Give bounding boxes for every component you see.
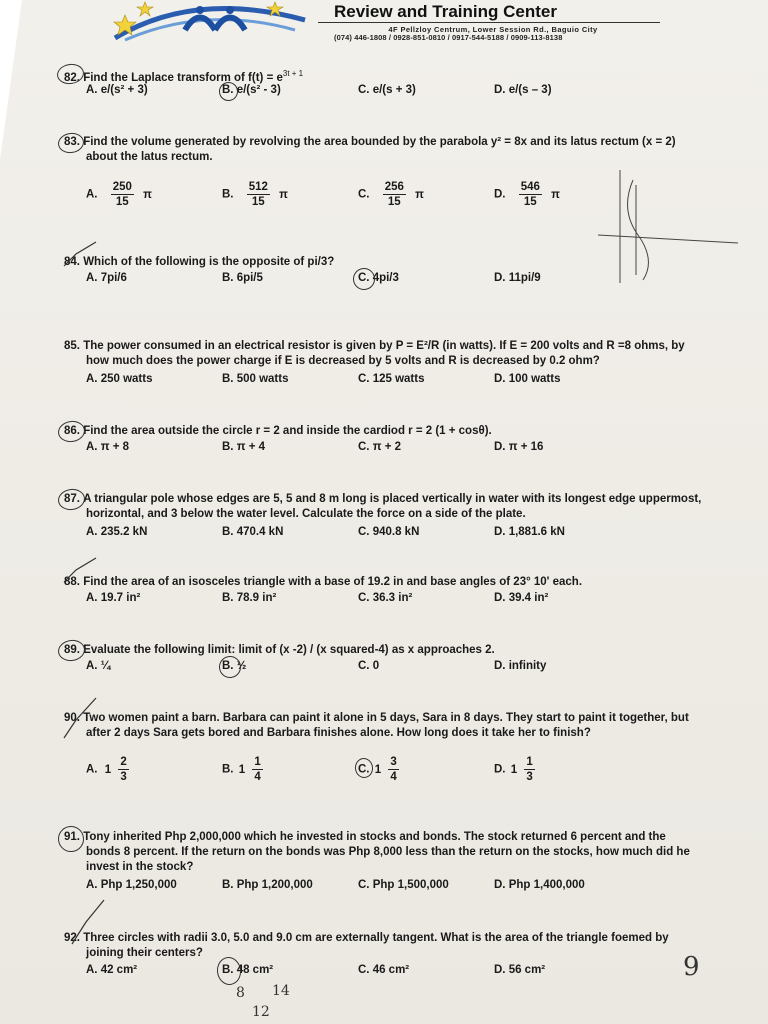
question-text-line-2: joining their centers? <box>86 947 203 959</box>
exponent-3t-plus-1: 3t + 1 <box>282 69 304 78</box>
question-text-line-2: how much does the power charge if E is decreased by 5 volts and R is decreased by 0.2 ohm? <box>86 355 600 367</box>
option-b[interactable]: B. e/(s² - 3) <box>222 84 281 96</box>
question-text-line-2: bonds 8 percent. If the return on the bonds was Php 8,000 less than the return on the stocks, how much did he <box>86 846 690 858</box>
question-84 <box>64 255 334 270</box>
option-d[interactable]: D. Php 1,400,000 <box>494 879 585 891</box>
option-a[interactable]: A. π + 8 <box>86 441 130 453</box>
question-text-line-1: Three circles with radii 3.0, 5.0 and 9.0 cm are externally tangent. What is the area of the triangle foemed by <box>83 932 669 944</box>
question-90 <box>64 711 689 741</box>
option-b[interactable]: B. 6pi/5 <box>222 272 263 284</box>
option-a[interactable]: A. e/(s² + 3) <box>86 84 148 96</box>
handwritten-nine: 9 <box>683 952 700 982</box>
question-number: 82. <box>64 71 80 84</box>
question-92 <box>64 931 669 961</box>
tick-mark-88 <box>62 556 102 586</box>
question-number: 84. <box>64 256 80 268</box>
tick-mark-90 <box>62 696 102 741</box>
question-83 <box>64 135 676 165</box>
question-86 <box>64 424 492 439</box>
question-text: Find the area of an isosceles triangle with a base of 19.2 in and base angles of 23° 10' each. <box>83 576 583 588</box>
question-text-line-2: after 2 days Sara gets bored and Barbara finishes alone. How long does it take her to finish? <box>86 727 591 739</box>
option-b[interactable]: B. 470.4 kN <box>222 526 284 538</box>
option-a[interactable]: A. 19.7 in² <box>86 592 141 604</box>
option-d[interactable]: D. 1,881.6 kN <box>494 526 565 538</box>
option-a[interactable]: A. Php 1,250,000 <box>86 879 177 891</box>
question-number: 89. <box>64 644 80 656</box>
option-c[interactable]: C. Php 1,500,000 <box>358 879 449 891</box>
option-a[interactable]: A. 7pi/6 <box>86 272 127 284</box>
handwritten-eight: 8 <box>236 985 245 1001</box>
question-number: 87. <box>64 493 80 505</box>
option-b[interactable]: B. ½ <box>222 660 247 672</box>
handwritten-sketch-83 <box>598 165 738 285</box>
question-text: Find the Laplace transform of f(t) = e <box>83 71 283 84</box>
option-d[interactable]: D. e/(s – 3) <box>494 84 552 96</box>
option-b[interactable]: B. π + 4 <box>222 441 266 453</box>
review-center-logo <box>105 0 310 42</box>
question-text-line-2: horizontal, and 3 below the water level. Calculate the force on a side of the plate. <box>86 508 526 520</box>
option-a[interactable]: A. 235.2 kN <box>86 526 148 538</box>
option-c[interactable]: C. 1 $\frac{3}{4}$ <box>358 756 397 783</box>
center-address <box>334 26 652 42</box>
option-b[interactable]: B. 78.9 in² <box>222 592 277 604</box>
tick-mark-84 <box>62 240 102 270</box>
question-text-line-1: The power consumed in an electrical resistor is given by P = E²/R (in watts). If E = 200 volts and R =8 ohms, by <box>83 340 685 352</box>
question-number: 91. <box>64 831 80 843</box>
question-text: Find the area outside the circle r = 2 and inside the cardiod r = 2 (1 + cosθ). <box>83 425 492 437</box>
option-d[interactable]: D. π + 16 <box>494 441 544 453</box>
option-a[interactable]: A. 42 cm² <box>86 964 138 976</box>
question-text-line-3: invest in the stock? <box>86 861 194 873</box>
page-corner-fold <box>0 0 22 160</box>
option-a[interactable]: A. ¼ <box>86 660 111 672</box>
option-a[interactable]: A. $\frac{250}{15}$ π <box>86 181 152 208</box>
question-number: 92. <box>64 932 80 944</box>
question-number: 90. <box>64 712 80 724</box>
handwritten-fourteen: 14 <box>272 983 290 999</box>
option-b[interactable]: B. 1 $\frac{1}{4}$ <box>222 756 261 783</box>
question-number: 83. <box>64 136 80 148</box>
question-text: Evaluate the following limit: limit of (x -2) / (x squared-4) as x approaches 2. <box>83 644 495 656</box>
question-number: 86. <box>64 425 80 437</box>
question-number: 85. <box>64 340 80 352</box>
option-a[interactable]: A. 1 $\frac{2}{3}$ <box>86 756 127 783</box>
question-text-line-1: Tony inherited Php 2,000,000 which he invested in stocks and bonds. The stock returned 6 percent and the <box>83 831 666 843</box>
option-a[interactable]: A. 250 watts <box>86 373 153 385</box>
option-b[interactable]: B. Php 1,200,000 <box>222 879 313 891</box>
option-d[interactable]: D. 39.4 in² <box>494 592 549 604</box>
option-c[interactable]: C. 36.3 in² <box>358 592 413 604</box>
option-d[interactable]: D. 11pi/9 <box>494 272 541 284</box>
question-89 <box>64 643 495 658</box>
option-c[interactable]: C. e/(s + 3) <box>358 84 416 96</box>
center-name: Review and Training Center <box>334 2 557 21</box>
option-b[interactable]: B. 48 cm² <box>222 964 274 976</box>
option-c[interactable]: C. 125 watts <box>358 373 425 385</box>
question-87 <box>64 492 701 522</box>
option-c[interactable]: C. $\frac{256}{15}$ π <box>358 181 424 208</box>
question-85 <box>64 339 685 369</box>
tick-mark-92 <box>70 898 110 948</box>
option-d[interactable]: D. $\frac{546}{15}$ π <box>494 181 560 208</box>
option-d[interactable]: D. 1 $\frac{1}{3}$ <box>494 756 533 783</box>
option-d[interactable]: D. 56 cm² <box>494 964 546 976</box>
answer-circle-89b <box>218 655 243 680</box>
option-d[interactable]: D. infinity <box>494 660 547 672</box>
answer-circle-84c <box>352 267 377 292</box>
option-d[interactable]: D. 100 watts <box>494 373 561 385</box>
question-91 <box>64 830 690 875</box>
address-line-2: (074) 446-1808 / 0928-851-0810 / 0917-544-5188 / 0909-113-8138 <box>334 33 563 42</box>
option-c[interactable]: C. 940.8 kN <box>358 526 420 538</box>
option-c[interactable]: C. 46 cm² <box>358 964 410 976</box>
question-number: 88. <box>64 576 80 588</box>
question-82 <box>64 66 303 86</box>
option-c[interactable]: C. 0 <box>358 660 380 672</box>
option-c[interactable]: C. 4pi/3 <box>358 272 399 284</box>
option-c[interactable]: C. π + 2 <box>358 441 402 453</box>
handwritten-twelve: 12 <box>252 1004 270 1020</box>
question-text-line-1: A triangular pole whose edges are 5, 5 and 8 m long is placed vertically in water with its longest edge uppermost, <box>83 493 702 505</box>
option-b[interactable]: B. 500 watts <box>222 373 289 385</box>
question-text-line-1: Find the volume generated by revolving the area bounded by the parabola y² = 8x and its latus rectum (x = 2) <box>83 136 676 148</box>
option-b[interactable]: B. $\frac{512}{15}$ π <box>222 181 288 208</box>
header-divider <box>318 22 660 23</box>
handwritten-circle-86 <box>57 419 87 444</box>
question-text-line-1: Two women paint a barn. Barbara can paint it alone in 5 days, Sara in 8 days. They start to paint it together, but <box>83 712 689 724</box>
question-text-line-2: about the latus rectum. <box>86 151 213 163</box>
address-line-1: 4F Pellzloy Centrum, Lower Session Rd., Baguio City <box>388 25 598 34</box>
handwritten-circle-89 <box>57 638 87 663</box>
question-88 <box>64 575 582 590</box>
question-text: Which of the following is the opposite of pi/3? <box>83 256 335 268</box>
